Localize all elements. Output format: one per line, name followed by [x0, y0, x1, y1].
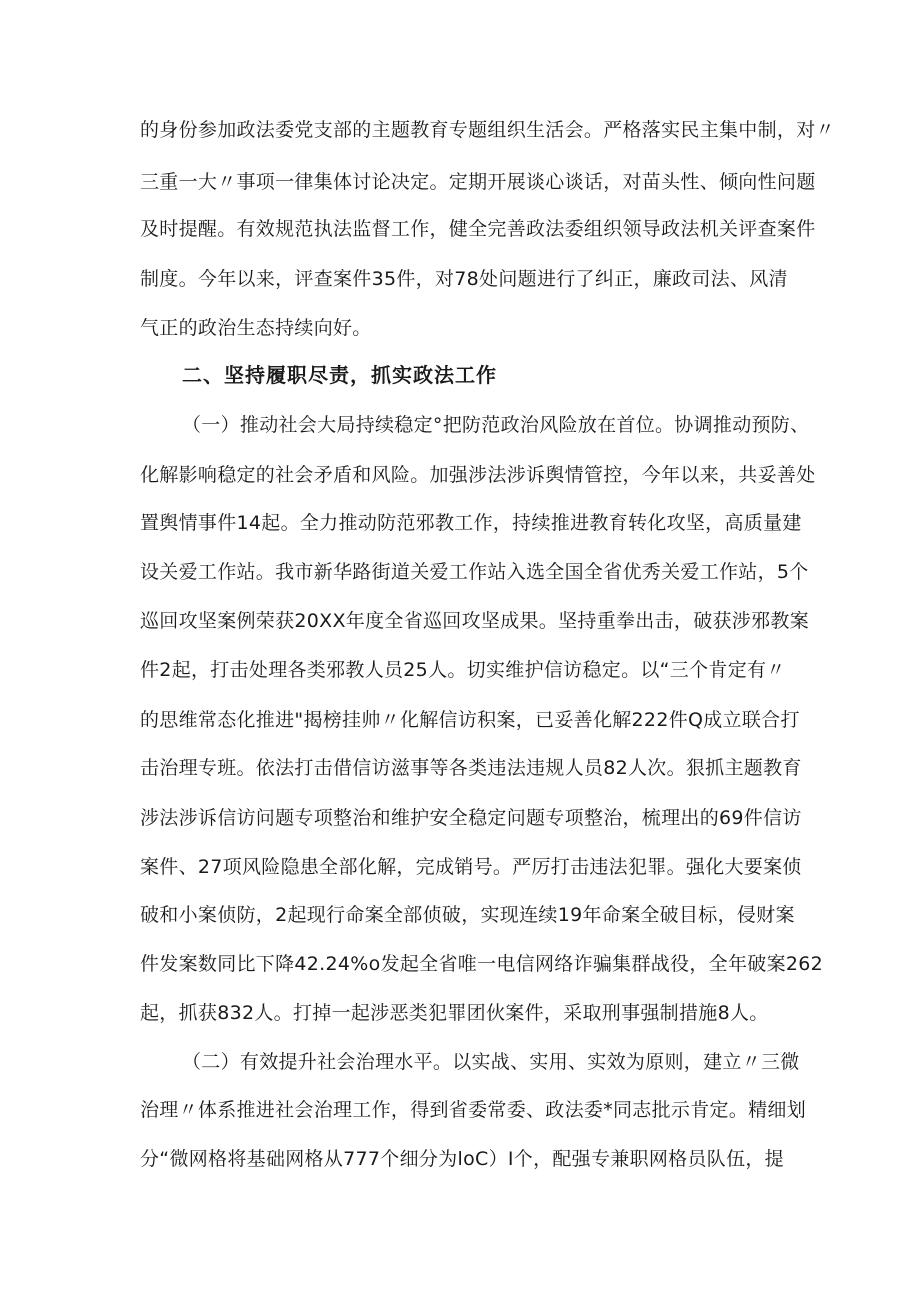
paragraph-2-line-13: 起，抓获832人。打掉一起涉恶类犯罪团伙案件，采取刑事强制措施8人。 — [140, 1002, 769, 1024]
paragraph-1-line-5: 气正的政治生态持续向好。 — [140, 317, 372, 339]
paragraph-2-line-2: 化解影响稳定的社会矛盾和风险。加强涉法涉诉舆情管控，今年以来，共妥善处 — [140, 464, 816, 486]
paragraph-2-line-8: 击治理专班。依法打击借信访滋事等各类违法违规人员82人次。狠抓主题教育 — [140, 757, 802, 779]
paragraph-2-line-7: 的思维常态化推进"揭榜挂帅〃化解信访积案，已妥善化解222件Q成立联合打 — [140, 709, 800, 731]
paragraph-2-line-6: 件2起，打击处理各类邪教人员25人。切实维护信访稳定。以“三个肯定有〃 — [140, 659, 786, 681]
paragraph-2-line-9: 涉法涉诉信访问题专项整治和维护安全稳定问题专项整治，梳理出的69件信访 — [140, 807, 802, 829]
paragraph-2-line-5: 巡回攻坚案例荣获20XX年度全省巡回攻坚成果。坚持重拳出击，破获涉邪教案 — [140, 610, 810, 632]
paragraph-2-line-12: 件发案数同比下降42.24%o发起全省唯一电信网络诈骗集群战役，全年破案262 — [140, 953, 824, 975]
paragraph-1-line-1: 的身份参加政法委党支部的主题教育专题组织生活会。严格落实民主集中制，对〃 — [140, 119, 835, 141]
paragraph-3-line-1: （二）有效提升社会治理水平。以实战、实用、实效为原则，建立〃三微 — [182, 1051, 800, 1073]
section-heading-2: 二、坚持履职尽责，抓实政法工作 — [182, 363, 497, 387]
paragraph-2-line-1: （一）推动社会大局持续稳定°把防范政治风险放在首位。协调推动预防、 — [182, 414, 810, 436]
paragraph-3-line-2: 治理〃体系推进社会治理工作，得到省委常委、政法委*同志批示肯定。精细划 — [140, 1099, 807, 1121]
paragraph-1-line-4: 制度。今年以来，评查案件35件，对78处问题进行了纠正，廉政司法、风清 — [140, 268, 788, 290]
paragraph-2-line-4: 设关爱工作站。我市新华路街道关爱工作站入选全国全省优秀关爱工作站，5个 — [140, 561, 809, 583]
paragraph-1-line-2: 三重一大〃事项一律集体讨论决定。定期开展谈心谈话，对苗头性、倾向性问题 — [140, 171, 816, 193]
paragraph-3-line-3: 分“微网格将基础网格从777个细分为loC）I个，配强专兼职网格员队伍，提 — [140, 1148, 784, 1170]
paragraph-2-line-3: 置舆情事件14起。全力推动防范邪教工作，持续推进教育转化攻坚，高质量建 — [140, 512, 802, 534]
paragraph-2-line-11: 破和小案侦防，2起现行命案全部侦破，实现连续19年命案全破目标，侵财案 — [140, 904, 795, 926]
paragraph-2-line-10: 案件、27项风险隐患全部化解，完成销号。严厉打击违法犯罪。强化大要案侦 — [140, 856, 802, 878]
paragraph-1-line-3: 及时提醒。有效规范执法监督工作，健全完善政法委组织领导政法机关评查案件 — [140, 218, 816, 240]
